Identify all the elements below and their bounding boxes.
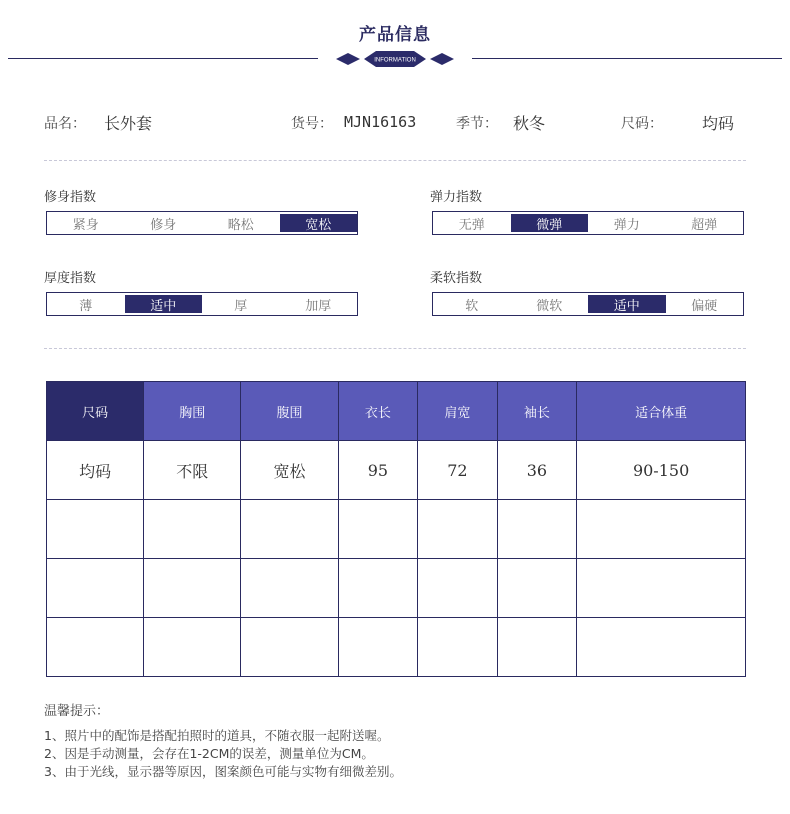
table-cell [338, 618, 418, 677]
thickness-option: 加厚 [305, 298, 332, 314]
sku-value: MJN16163 [344, 113, 417, 131]
table-cell [338, 559, 418, 618]
fit-index-scale [46, 211, 358, 235]
softness-option: 适中 [588, 295, 666, 313]
table-cell: 95 [338, 441, 418, 500]
header-cell: 袖长 [497, 382, 577, 441]
thickness-option: 适中 [125, 295, 203, 313]
header-cell: 尺码 [47, 382, 144, 441]
dashed-divider [44, 160, 746, 161]
table-cell: 均码 [47, 441, 144, 500]
table-cell [418, 559, 498, 618]
table-cell: 90-150 [577, 441, 746, 500]
badge-label: INFORMATION [374, 57, 416, 64]
softness-index-scale [432, 292, 744, 316]
table-cell [577, 500, 746, 559]
table-cell [418, 618, 498, 677]
header-divider-left [8, 58, 318, 59]
tips-title: 温馨提示： [44, 704, 110, 719]
size-table-header-row [47, 382, 746, 441]
thickness-index-scale [46, 292, 358, 316]
fit-option: 修身 [150, 217, 177, 233]
table-row [47, 559, 746, 618]
table-cell [497, 618, 577, 677]
table-cell: 不限 [144, 441, 241, 500]
table-cell [338, 500, 418, 559]
tip-item: 3、由于光线，显示器等原因，图案颜色可能与实物有细微差别。 [44, 764, 402, 779]
table-cell [497, 559, 577, 618]
tip-item: 1、照片中的配饰是搭配拍照时的道具，不随衣服一起附送喔。 [44, 728, 390, 743]
softness-option: 微软 [536, 298, 563, 314]
thickness-option: 薄 [79, 298, 93, 314]
tip-item: 2、因是手动测量，会存在1-2CM的误差，测量单位为CM。 [44, 746, 374, 761]
size-table [46, 381, 746, 677]
softness-option: 软 [465, 298, 479, 314]
table-cell: 36 [497, 441, 577, 500]
fit-option: 宽松 [280, 214, 358, 232]
softness-option: 偏硬 [691, 298, 718, 314]
elastic-option: 弹力 [613, 217, 640, 233]
thickness-index-title: 厚度指数 [44, 271, 97, 286]
season-label: 季节： [456, 116, 498, 132]
table-row [47, 618, 746, 677]
header-cell: 适合体重 [577, 382, 746, 441]
table-cell: 72 [418, 441, 498, 500]
softness-index-title: 柔软指数 [430, 271, 483, 286]
fit-option: 略松 [227, 217, 254, 233]
table-cell [47, 500, 144, 559]
season-value: 秋冬 [513, 114, 546, 133]
sku-label: 货号： [291, 116, 333, 132]
elastic-option: 微弹 [511, 214, 589, 232]
header-cell: 胸围 [144, 382, 241, 441]
table-row [47, 500, 746, 559]
elastic-option: 超弹 [691, 217, 718, 233]
header-cell: 肩宽 [418, 382, 498, 441]
elastic-index-title: 弹力指数 [430, 190, 483, 205]
thickness-option: 厚 [234, 298, 248, 314]
table-cell [241, 618, 338, 677]
table-cell [144, 618, 241, 677]
header-divider-right [472, 58, 782, 59]
size-label: 尺码： [621, 116, 663, 132]
name-label: 品名： [44, 116, 86, 132]
table-row [47, 441, 746, 500]
elastic-option: 无弹 [458, 217, 485, 233]
table-cell [47, 618, 144, 677]
fit-index-title: 修身指数 [44, 190, 97, 205]
header-cell: 衣长 [338, 382, 418, 441]
elastic-index-scale [432, 211, 744, 235]
table-cell: 宽松 [241, 441, 338, 500]
table-cell [577, 618, 746, 677]
fit-option: 紧身 [72, 217, 99, 233]
table-cell [577, 559, 746, 618]
name-value: 长外套 [104, 114, 153, 133]
information-badge [334, 50, 456, 68]
table-cell [47, 559, 144, 618]
header-cell: 腹围 [241, 382, 338, 441]
table-cell [418, 500, 498, 559]
table-cell [241, 559, 338, 618]
dashed-divider [44, 348, 746, 349]
table-cell [241, 500, 338, 559]
section-title: 产品信息 [359, 25, 431, 45]
table-cell [144, 559, 241, 618]
size-value: 均码 [702, 114, 735, 133]
table-cell [497, 500, 577, 559]
table-cell [144, 500, 241, 559]
